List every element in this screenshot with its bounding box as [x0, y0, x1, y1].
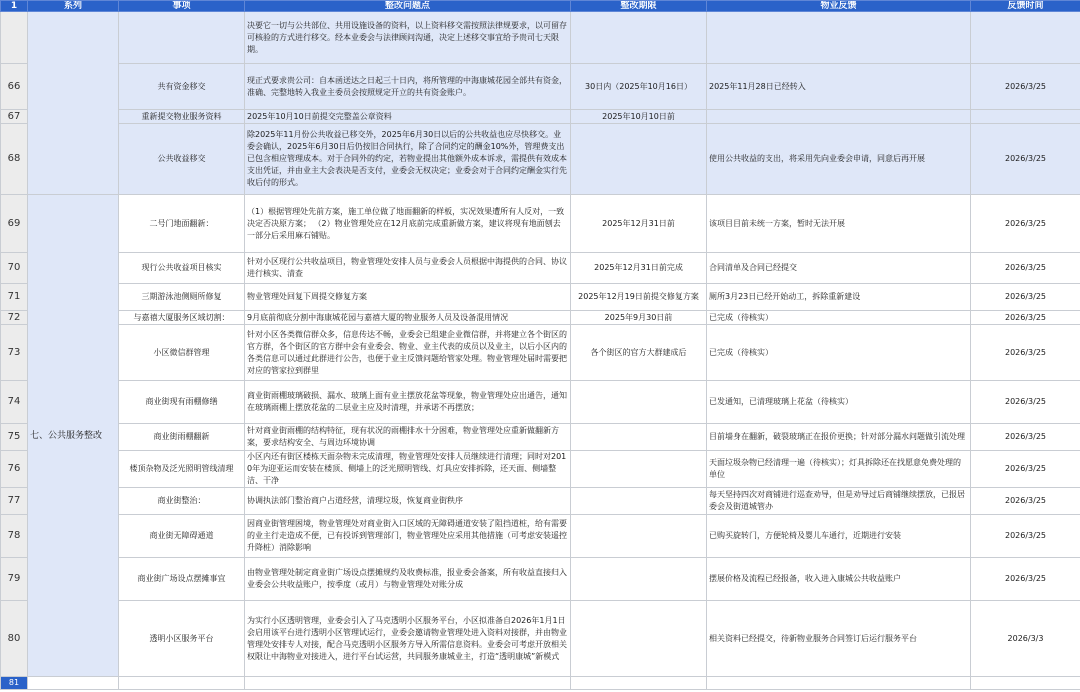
deadline-cell[interactable] — [571, 601, 707, 677]
issue-cell[interactable]: 针对小区各类微信群众多，信息传达不畅，业委会已组建企业微信群，并将建立各个街区的官方群，各个街区的官方群中会有业委会、物业、业主代表的成员以及业主，以后小区内的各类信息可以通过此群进行公告，也便于业主反馈问题给管家处理。物业管理处届时需要把对应的管家拉到群里 — [245, 325, 571, 381]
feedback-time-cell[interactable]: 2026/3/25 — [971, 64, 1080, 110]
header-feedback[interactable]: 物业反馈 — [707, 1, 971, 12]
deadline-cell[interactable] — [571, 424, 707, 451]
issue-cell[interactable]: （1）根据管理处先前方案，施工单位做了地面翻新的样板，实况效果遭所有人反对，一致决定否决原方案； （2）物业管理处应在12月底前完成重新做方案，建议将现有地面刨去一部分后采用麻石铺贴。 — [245, 195, 571, 253]
series-cell[interactable] — [28, 12, 119, 195]
feedback-time-cell[interactable] — [971, 110, 1080, 124]
feedback-time-cell[interactable]: 2026/3/25 — [971, 451, 1080, 488]
table-row — [1, 12, 1080, 64]
feedback-time-cell[interactable]: 2026/3/25 — [971, 195, 1080, 253]
feedback-time-cell[interactable]: 2026/3/25 — [971, 424, 1080, 451]
item-cell[interactable]: 重新提交物业服务资料 — [119, 110, 245, 124]
issue-cell[interactable]: 物业管理处回复下周提交修复方案 — [245, 284, 571, 311]
feedback-time-cell[interactable]: 2026/3/25 — [971, 325, 1080, 381]
item-cell[interactable]: 现行公共收益项目核实 — [119, 253, 245, 284]
item-cell[interactable]: 与嘉禧大厦服务区域切割： — [119, 311, 245, 325]
deadline-cell[interactable] — [571, 124, 707, 195]
header-series[interactable]: 系列 — [28, 1, 119, 12]
feedback-time-cell[interactable]: 2026/3/25 — [971, 124, 1080, 195]
item-cell[interactable]: 透明小区服务平台 — [119, 601, 245, 677]
table-row — [1, 451, 1080, 488]
empty-cell[interactable] — [245, 677, 571, 690]
feedback-cell[interactable]: 使用公共收益的支出，将采用先向业委会申请，同意后再开展 — [707, 124, 971, 195]
row-number[interactable]: 68 — [1, 124, 28, 195]
issue-cell[interactable]: 因商业街管理困境，物业管理处对商业街入口区域的无障碍通道安装了阻挡道桩，给有需要的业主行走造成不便，已有投诉到管理部门，物业管理处应采用其他措施（可考虑安装遥控升降桩）消除影响 — [245, 515, 571, 558]
deadline-cell[interactable]: 2025年9月30日前 — [571, 311, 707, 325]
table-row — [1, 381, 1080, 424]
table-row — [1, 311, 1080, 325]
row-number[interactable]: 80 — [1, 601, 28, 677]
table-row — [1, 515, 1080, 558]
deadline-cell[interactable]: 2025年12月31日前 — [571, 195, 707, 253]
header-feedback-time[interactable]: 反馈时间 — [971, 1, 1080, 12]
feedback-time-cell[interactable]: 2026/3/25 — [971, 284, 1080, 311]
issue-cell[interactable]: 2025年10月10日前提交完整盖公章资料 — [245, 110, 571, 124]
feedback-cell[interactable]: 天面垃圾杂物已经清理一遍（待核实）；灯具拆除还在找愿意免费处理的单位 — [707, 451, 971, 488]
feedback-cell[interactable]: 相关资料已经提交，待新物业服务合同签订后运行服务平台 — [707, 601, 971, 677]
deadline-cell[interactable] — [571, 12, 707, 64]
item-cell[interactable]: 公共收益移交 — [119, 124, 245, 195]
header-issue[interactable]: 整改问题点 — [245, 1, 571, 12]
item-cell[interactable]: 共有资金移交 — [119, 64, 245, 110]
feedback-time-cell[interactable]: 2026/3/25 — [971, 381, 1080, 424]
feedback-cell[interactable]: 每天坚持四次对商铺进行巡查劝导，但是劝导过后商铺继续摆放，已报居委会及街道城管办 — [707, 488, 971, 515]
row-number[interactable]: 67 — [1, 110, 28, 124]
item-cell[interactable]: 楼顶杂物及泛光照明管线清理 — [119, 451, 245, 488]
feedback-time-cell[interactable] — [971, 12, 1080, 64]
table-row — [1, 558, 1080, 601]
feedback-time-cell[interactable]: 2026/3/25 — [971, 488, 1080, 515]
deadline-cell[interactable]: 2025年12月31日前完成 — [571, 253, 707, 284]
deadline-cell[interactable]: 30日内（2025年10月16日） — [571, 64, 707, 110]
row-number[interactable]: 77 — [1, 488, 28, 515]
feedback-cell[interactable]: 已完成（待核实） — [707, 325, 971, 381]
header-item[interactable]: 事项 — [119, 1, 245, 12]
row-number[interactable]: 1 — [1, 1, 28, 12]
deadline-cell[interactable] — [571, 451, 707, 488]
table-row — [1, 284, 1080, 311]
empty-cell[interactable] — [28, 677, 119, 690]
empty-cell[interactable] — [571, 677, 707, 690]
table-row — [1, 325, 1080, 381]
deadline-cell[interactable]: 2025年10月10日前 — [571, 110, 707, 124]
deadline-cell[interactable]: 2025年12月19日前提交修复方案 — [571, 284, 707, 311]
row-number[interactable]: 70 — [1, 253, 28, 284]
item-cell[interactable]: 小区微信群管理 — [119, 325, 245, 381]
feedback-cell[interactable]: 该项目目前未统一方案，暂时无法开展 — [707, 195, 971, 253]
feedback-cell[interactable]: 目前墙身在翻新，破裂玻璃正在报价更换；针对部分漏水问题做引流处理 — [707, 424, 971, 451]
feedback-cell[interactable] — [707, 110, 971, 124]
feedback-time-cell[interactable]: 2026/3/25 — [971, 311, 1080, 325]
table-row — [1, 488, 1080, 515]
issue-cell[interactable]: 除2025年11月份公共收益已移交外，2025年6月30日以后的公共收益也应尽快移交。业委会确认，2025年6月30日后仍按旧合同执行，除了合同约定的酬金10%外，管理费支出已包含相应管理成本。对于合同外的约定，若物业提出其他额外成本诉求，需提供有效成本支出凭证，并由业主大会表决是否支付，业委会无权决定；业委会对于合同约定酬金实行先收后付的形式。 — [245, 124, 571, 195]
empty-cell[interactable] — [971, 677, 1080, 690]
issue-cell[interactable]: 小区内还有街区楼栋天面杂物未完成清理，物业管理处安排人员继续进行清理；同时对2010年为迎亚运而安装在楼顶、侧墙上的泛光照明管线、灯具应安排拆除，还天面、侧墙整洁、干净 — [245, 451, 571, 488]
item-cell[interactable]: 商业街无障碍通道 — [119, 515, 245, 558]
header-row — [1, 1, 1080, 12]
item-cell[interactable]: 三期游泳池侧厕所修复 — [119, 284, 245, 311]
deadline-cell[interactable]: 各个街区的官方大群建成后 — [571, 325, 707, 381]
header-deadline[interactable]: 整改期限 — [571, 1, 707, 12]
feedback-cell[interactable]: 已购买旋转门，方便轮椅及婴儿车通行，近期进行安装 — [707, 515, 971, 558]
item-cell[interactable]: 商业街雨棚翻新 — [119, 424, 245, 451]
table-row — [1, 110, 1080, 124]
issue-cell[interactable]: 商业街雨棚玻璃破损、漏水、玻璃上面有业主摆放花盆等现象，物业管理处应出通告，通知在玻璃雨棚上摆放花盆的二层业主应及时清理，并承诺不再摆放； — [245, 381, 571, 424]
issue-cell[interactable]: 9月底前彻底分割中海康城花园与嘉禧大厦的物业服务人员及设备混用情况 — [245, 311, 571, 325]
row-number[interactable]: 66 — [1, 64, 28, 110]
issue-cell[interactable]: 针对商业街雨棚的结构特征，现有状况的雨棚排水十分困难，物业管理处应重新做翻新方案，要求结构安全、与周边环境协调 — [245, 424, 571, 451]
item-cell[interactable] — [119, 12, 245, 64]
row-number[interactable]: 72 — [1, 311, 28, 325]
table-row — [1, 424, 1080, 451]
deadline-cell[interactable] — [571, 381, 707, 424]
row-number[interactable]: 76 — [1, 451, 28, 488]
item-cell[interactable]: 商业街广场设点摆摊事宜 — [119, 558, 245, 601]
row-number[interactable] — [1, 12, 28, 64]
table-row — [1, 195, 1080, 253]
table-row — [1, 253, 1080, 284]
feedback-time-cell[interactable]: 2026/3/3 — [971, 601, 1080, 677]
feedback-cell[interactable]: 合同清单及合同已经提交 — [707, 253, 971, 284]
issue-cell[interactable]: 现正式要求贵公司：自本函送达之日起三十日内，将所管理的中海康城花园全部共有资金，准确、完整地转入我业主委员会按照规定开立的共有资金账户。 — [245, 64, 571, 110]
feedback-cell[interactable]: 厕所3月23日已经开始动工，拆除重新建设 — [707, 284, 971, 311]
feedback-cell[interactable] — [707, 12, 971, 64]
item-cell[interactable]: 二号门地面翻新： — [119, 195, 245, 253]
row-number[interactable]: 79 — [1, 558, 28, 601]
deadline-cell[interactable] — [571, 488, 707, 515]
table-row — [1, 64, 1080, 110]
row-number[interactable]: 78 — [1, 515, 28, 558]
deadline-cell[interactable] — [571, 515, 707, 558]
issue-cell[interactable]: 为实行小区透明管理，业委会引入了马克透明小区服务平台，小区拟准备自2026年1月1日会启用该平台进行透明小区管理试运行，业委会邀请物业管理处进入资料对接群，并由物业管理处安排专人对接，配合马克透明小区服务方导入所需信息资料。业委会可考虑开放相关权限让中海物业对接进入，进行平台试运营，共同服务康城业主，打造“透明康城”新模式 — [245, 601, 571, 677]
empty-cell[interactable] — [707, 677, 971, 690]
item-cell[interactable]: 商业街现有雨棚修缮 — [119, 381, 245, 424]
feedback-time-cell[interactable]: 2026/3/25 — [971, 253, 1080, 284]
issue-cell[interactable]: 针对小区现行公共收益项目，物业管理处安排人员与业委会人员根据中海提供的合同、协议进行核实、清查 — [245, 253, 571, 284]
row-number[interactable]: 71 — [1, 284, 28, 311]
row-number[interactable]: 75 — [1, 424, 28, 451]
feedback-cell[interactable]: 2025年11月28日已经转入 — [707, 64, 971, 110]
item-cell[interactable]: 商业街整治： — [119, 488, 245, 515]
feedback-cell[interactable]: 已发通知，已清理玻璃上花盆（待核实） — [707, 381, 971, 424]
table-row — [1, 677, 1080, 690]
series-cell[interactable]: 七、公共服务整改 — [28, 195, 119, 677]
row-number[interactable]: 73 — [1, 325, 28, 381]
feedback-cell[interactable]: 已完成（待核实） — [707, 311, 971, 325]
feedback-cell[interactable]: 摆展价格及流程已经报备，收入进入康城公共收益账户 — [707, 558, 971, 601]
issue-cell[interactable]: 决要它一切与公共部位、共用设施设备的资料，以上资料移交需按照法律规要求，以可留存可核验的方式进行移交。经本业委会与法律顾问沟通，决定上述移交事宜给予贵司七天限期。 — [245, 12, 571, 64]
issue-cell[interactable]: 由物业管理处制定商业街广场设点摆摊规约及收费标准，报业委会备案，所有收益直接归入业委会公共收益账户，按季度（或月）与物业管理处对账分成 — [245, 558, 571, 601]
table-row — [1, 124, 1080, 195]
row-number[interactable]: 69 — [1, 195, 28, 253]
issue-cell[interactable]: 协调执法部门整治商户占道经营，清理垃圾，恢复商业街秩序 — [245, 488, 571, 515]
row-number[interactable]: 81 — [1, 677, 28, 690]
row-number[interactable]: 74 — [1, 381, 28, 424]
feedback-time-cell[interactable]: 2026/3/25 — [971, 558, 1080, 601]
empty-cell[interactable] — [119, 677, 245, 690]
deadline-cell[interactable] — [571, 558, 707, 601]
feedback-time-cell[interactable]: 2026/3/25 — [971, 515, 1080, 558]
table-row — [1, 601, 1080, 677]
